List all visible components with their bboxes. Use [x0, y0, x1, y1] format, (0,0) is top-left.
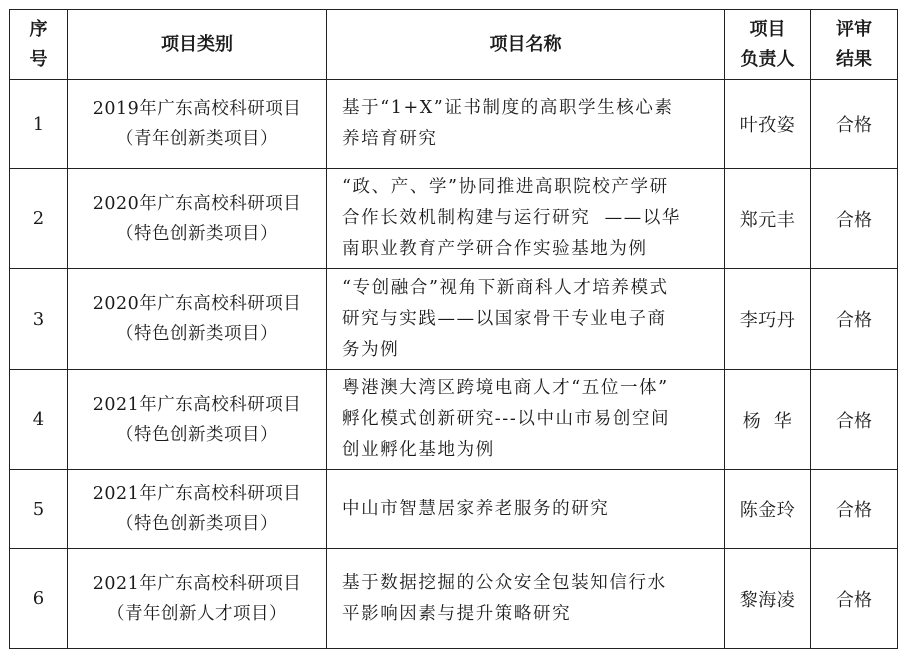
row-name: [327, 549, 725, 649]
row-result: 合格: [811, 470, 898, 549]
name-line: 研究与实践——以国家骨干专业电子商: [342, 308, 667, 329]
category-line: （特色创新类项目）: [116, 223, 278, 244]
row-name: [327, 269, 725, 370]
category-line: 2019年广东高校科研项目: [92, 99, 302, 119]
row-category: [68, 80, 327, 169]
header-num-line: 号: [29, 48, 48, 70]
row-result: 合格: [811, 549, 898, 649]
name-line: “政、产、学”协同推进高职院校产学研: [342, 177, 669, 197]
row-category: [68, 549, 327, 649]
row-num: 2: [10, 169, 68, 269]
row-result: 合格: [811, 269, 898, 370]
table-row: [10, 269, 898, 370]
row-leader: 叶孜姿: [725, 80, 811, 169]
category-line: （特色创新类项目）: [116, 514, 278, 534]
row-leader: 黎海凌: [725, 549, 811, 649]
row-category: [68, 269, 327, 370]
category-line: （青年创新类项目）: [116, 129, 278, 149]
name-line: 养培育研究: [342, 129, 438, 149]
name-line: 中山市智慧居家养老服务的研究: [342, 498, 610, 519]
row-name: [327, 470, 725, 549]
category-line: 2021年广东高校科研项目: [92, 573, 302, 594]
category-line: 2021年广东高校科研项目: [92, 484, 302, 504]
name-line: 创业孵化基地为例: [342, 440, 495, 460]
table-row: [10, 169, 898, 269]
row-result: 合格: [811, 169, 898, 269]
category-line: 2020年广东高校科研项目: [92, 294, 302, 314]
header-result-line: 评审: [836, 18, 872, 40]
row-result: 合格: [811, 80, 898, 169]
row-category: [68, 470, 327, 549]
row-leader: 李巧丹: [725, 269, 811, 370]
row-num: 4: [10, 370, 68, 470]
row-name: [327, 370, 725, 470]
header-num: [10, 10, 68, 80]
row-result: 合格: [811, 370, 898, 470]
row-num: 5: [10, 470, 68, 549]
row-leader: 郑元丰: [725, 169, 811, 269]
row-num: 3: [10, 269, 68, 370]
project-review-table: [9, 9, 898, 649]
name-line: 基于“1+X”证书制度的高职学生核心素: [342, 98, 674, 118]
header-result-line: 结果: [836, 48, 872, 70]
name-line: 粤港澳大湾区跨境电商人才“五位一体”: [342, 378, 669, 398]
row-name: [327, 169, 725, 269]
name-line: 合作长效机制构建与运行研究 ——以华: [342, 208, 682, 228]
header-result: [811, 10, 898, 80]
table-row: [10, 80, 898, 169]
name-line: “专创融合”视角下新商科人才培养模式: [342, 277, 669, 298]
row-num: 6: [10, 549, 68, 649]
row-leader: 杨 华: [725, 370, 811, 470]
name-line: 基于数据挖掘的公众安全包装知信行水: [342, 572, 667, 593]
table-row: [10, 470, 898, 549]
row-num: 1: [10, 80, 68, 169]
header-category: 项目类别: [68, 10, 327, 80]
category-line: （青年创新人才项目）: [107, 603, 287, 624]
name-line: 南职业教育产学研合作实验基地为例: [342, 239, 648, 259]
row-category: [68, 370, 327, 470]
name-line: 孵化模式创新研究---以中山市易创空间: [342, 409, 671, 429]
name-line: 务为例: [342, 339, 400, 360]
table-row: [10, 370, 898, 470]
name-line: 平影响因素与提升策略研究: [342, 603, 572, 624]
category-line: 2021年广东高校科研项目: [92, 394, 302, 415]
table-row: [10, 549, 898, 649]
category-line: 2020年广东高校科研项目: [92, 193, 302, 214]
header-num-line: 序: [29, 18, 48, 40]
header-name: 项目名称: [327, 10, 725, 80]
header-leader-line: 项目: [749, 18, 786, 40]
category-line: （特色创新类项目）: [116, 324, 278, 344]
category-line: （特色创新类项目）: [116, 424, 278, 445]
row-category: [68, 169, 327, 269]
header-row: [10, 10, 898, 80]
row-name: [327, 80, 725, 169]
row-leader: 陈金玲: [725, 470, 811, 549]
header-leader-line: 负责人: [740, 48, 795, 70]
header-leader: [725, 10, 811, 80]
